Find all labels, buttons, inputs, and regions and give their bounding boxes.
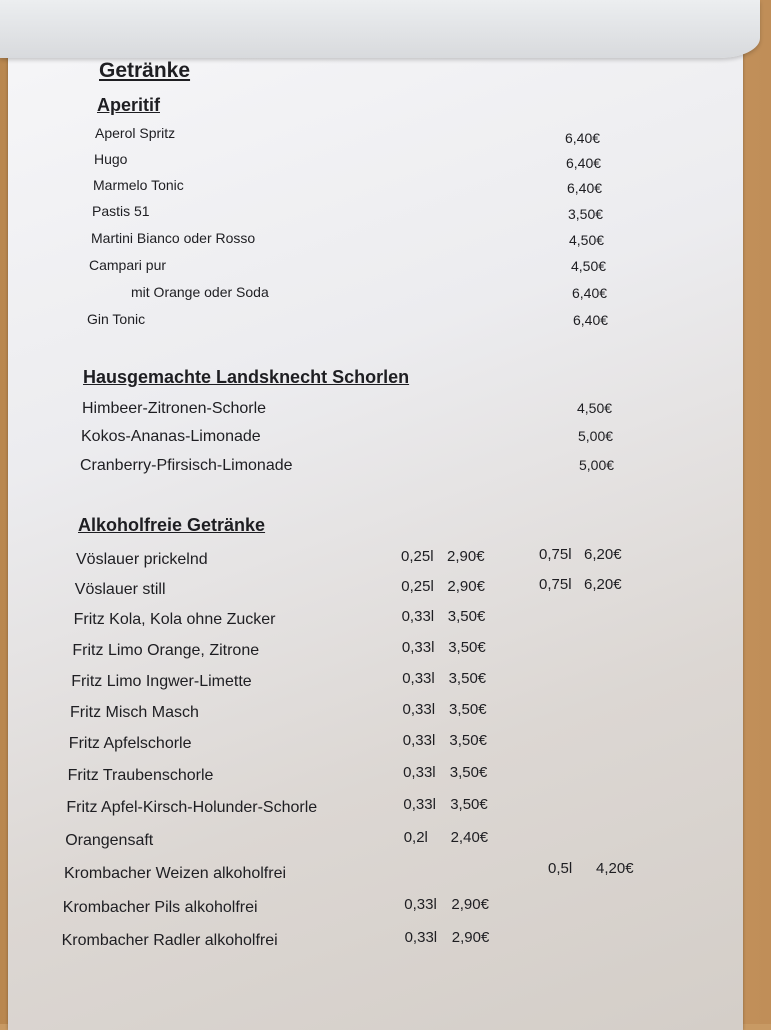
section-heading: Alkoholfreie Getränke: [78, 515, 266, 535]
menu-item-volume-large: 0,75l: [539, 546, 572, 563]
menu-item-name: Campari pur: [89, 257, 167, 273]
menu-item-name: Kokos-Ananas-Limonade: [81, 428, 261, 445]
menu-item-price: 6,40€: [572, 285, 608, 301]
menu-item-name: Hugo: [94, 151, 128, 167]
menu-item-price: 2,90€: [451, 929, 490, 946]
menu-item-name: Vöslauer prickelnd: [76, 551, 208, 568]
menu-item-price: 5,00€: [579, 457, 615, 473]
menu-item-price: 6,40€: [566, 155, 602, 171]
menu-item-volume: 0,33l: [404, 929, 438, 946]
page-title: Getränke: [99, 59, 191, 82]
menu-item-volume: 0,33l: [401, 608, 435, 625]
menu-item-volume: 0,25l: [401, 578, 434, 595]
menu-item-name: Fritz Limo Orange, Zitrone: [72, 642, 260, 659]
menu-item-price: 3,50€: [447, 608, 486, 625]
menu-item-price: 2,90€: [451, 896, 489, 913]
menu-item-price: 3,50€: [448, 639, 486, 656]
menu-item-volume: 0,25l: [401, 548, 434, 565]
menu-item-price: 5,00€: [578, 428, 614, 444]
menu-item-name: Fritz Kola, Kola ohne Zucker: [73, 611, 276, 628]
menu-item-name: Pastis 51: [92, 203, 150, 219]
menu-item-volume: 0,33l: [402, 732, 436, 749]
menu-item-price: 4,50€: [569, 232, 605, 248]
menu-item-name: Fritz Traubenschorle: [67, 767, 214, 784]
section-heading: Aperitif: [97, 95, 160, 115]
menu-item-price: 4,50€: [571, 258, 607, 274]
menu-item-volume: 0,33l: [402, 670, 435, 687]
menu-item-price: 3,50€: [449, 732, 487, 749]
menu-item-price: 4,50€: [577, 400, 613, 416]
menu-item-price: 6,40€: [565, 130, 601, 146]
menu-item-price-large: 6,20€: [584, 546, 622, 563]
menu-item-volume-large: 0,5l: [548, 860, 573, 877]
menu-item-price-large: 6,20€: [584, 576, 622, 593]
menu-item-name: Fritz Limo Ingwer-Limette: [71, 673, 252, 690]
menu-item-name: Orangensaft: [65, 832, 154, 849]
menu-item-name: Aperol Spritz: [95, 125, 176, 141]
menu-item-price: 3,50€: [450, 796, 488, 813]
menu-item-name: Krombacher Weizen alkoholfrei: [64, 865, 287, 882]
menu-item-price: 3,50€: [449, 701, 487, 718]
menu-item-name: Fritz Misch Masch: [70, 704, 199, 721]
menu-item-name: Martini Bianco oder Rosso: [91, 230, 256, 246]
menu-item-name: mit Orange oder Soda: [131, 284, 269, 300]
menu-item-volume: 0,33l: [403, 764, 436, 781]
menu-item-volume-large: 0,75l: [539, 576, 572, 593]
menu-item-price: 2,40€: [450, 829, 489, 846]
menu-item-name: Himbeer-Zitronen-Schorle: [82, 400, 267, 417]
menu-item-name: Vöslauer still: [74, 581, 166, 598]
previous-page-fold: [0, 0, 760, 58]
menu-item-price: 6,40€: [573, 312, 609, 328]
menu-item-price: 6,40€: [567, 180, 603, 196]
menu-item-volume: 0,33l: [401, 639, 435, 656]
menu-item-name: Krombacher Pils alkoholfrei: [62, 899, 258, 916]
menu-item-volume: 0,33l: [403, 796, 436, 813]
menu-item-name: Gin Tonic: [87, 311, 146, 327]
menu-item-volume: 0,33l: [404, 896, 437, 913]
menu-item-name: Fritz Apfelschorle: [68, 735, 192, 752]
menu-item-price: 3,50€: [449, 764, 488, 781]
menu-item-price-large: 4,20€: [596, 860, 634, 877]
menu-item-volume: 0,2l: [403, 829, 428, 846]
menu-item-name: Krombacher Radler alkoholfrei: [61, 932, 278, 949]
menu-item-name: Cranberry-Pfirsisch-Limonade: [80, 457, 293, 474]
menu-item-price: 2,90€: [447, 548, 485, 565]
menu-item-name: Marmelo Tonic: [93, 177, 184, 193]
menu-item-price: 3,50€: [568, 206, 604, 222]
menu-item-name: Fritz Apfel-Kirsch-Holunder-Schorle: [66, 799, 318, 816]
menu-item-price: 2,90€: [447, 578, 485, 595]
menu-item-price: 3,50€: [448, 670, 487, 687]
menu-item-volume: 0,33l: [402, 701, 436, 718]
section-heading: Hausgemachte Landsknecht Schorlen: [83, 367, 410, 387]
